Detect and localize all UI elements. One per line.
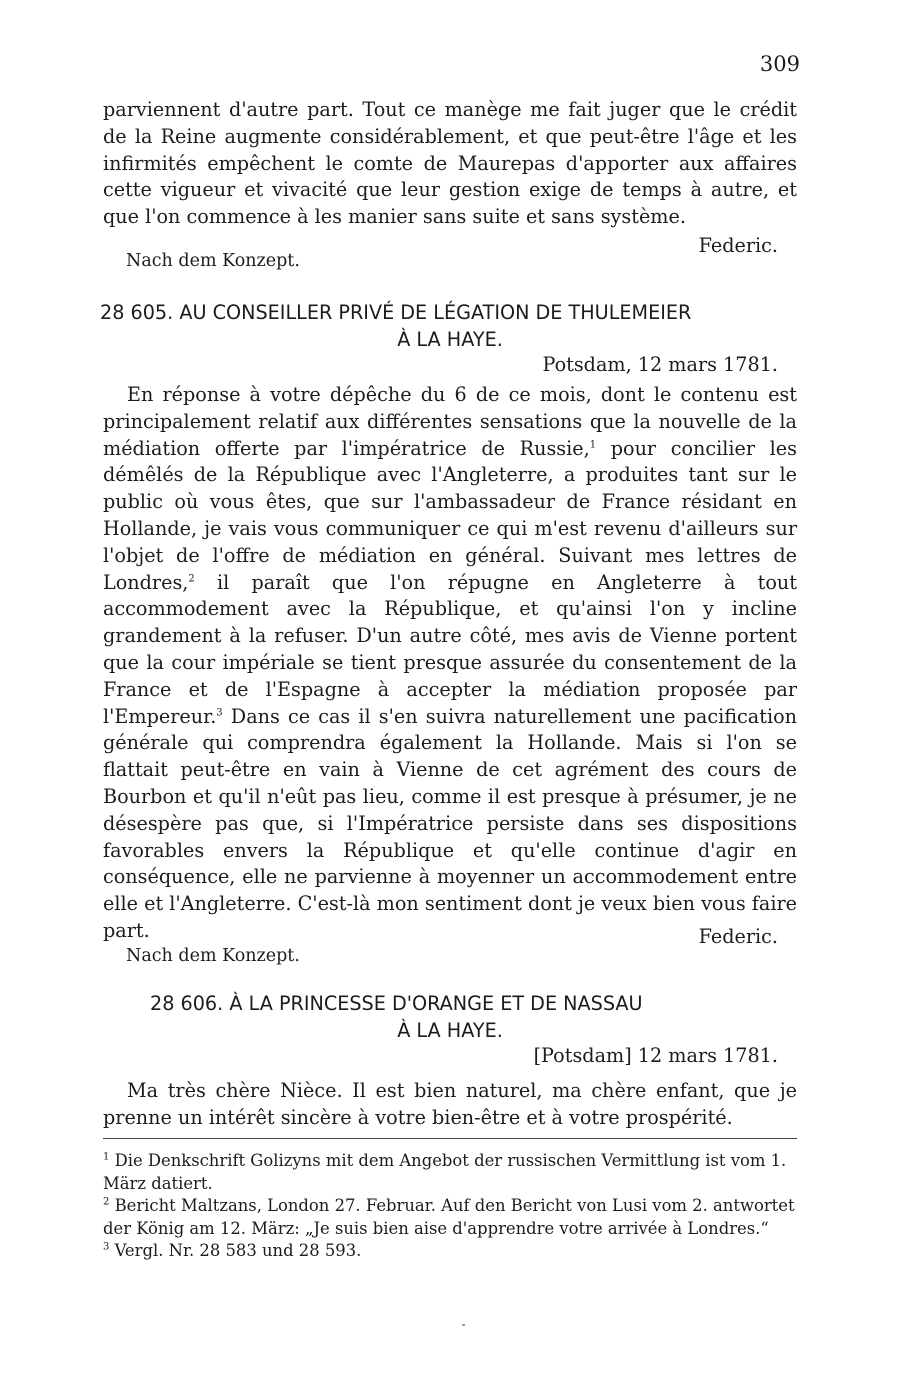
footnote-1 [103,1150,797,1195]
footnote-text: Bericht Maltzans, London 27. Februar. Auf den Bericht von Lusi vom 2. antwortet der König am 12. März: „Je suis bien aise d'apprendre votre arrivée à Londres.“ [103,1196,795,1238]
letter-heading-28605 [100,299,800,353]
letter-number: 28 606. [150,992,224,1015]
page-number: 309 [759,52,800,76]
letter-body-text [103,382,797,945]
letter-body-28606 [103,1078,797,1132]
letter-addressee: À LA PRINCESSE D'ORANGE ET DE NASSAU [229,992,643,1015]
footnote-mark: 3 [103,1241,110,1253]
footnote-ref-3[interactable]: 3 [216,707,223,719]
footnote-ref-2[interactable]: 2 [188,573,195,585]
footnote-3 [103,1240,797,1263]
page-speck [462,1324,465,1326]
letter-heading-28606 [150,990,750,1044]
letter-date: Potsdam, 12 mars 1781. [542,353,778,376]
footnotes [103,1150,797,1263]
footnote-ref-1[interactable]: 1 [589,439,597,451]
letter-body-28605 [103,382,797,945]
signature-1: Federic. [698,234,778,257]
body-part-a: En réponse à votre dépêche du 6 de ce mois, dont le contenu est principalement relatif aux différentes sensations que la nouvelle de la médiation offerte par l'impératrice de Russie, [103,383,797,460]
letter-addressee: AU CONSEILLER PRIVÉ DE LÉGATION DE THULEMEIER [179,301,692,324]
source-note-1: Nach dem Konzept. [126,251,300,271]
top-paragraph-text: parviennent d'autre part. Tout ce manège me fait juger que le crédit de la Reine augmente considérablement, et que peut-être l'âge et les infirmités empêchent le comte de Maurepas d'apporter aux affaires cette vigueur et vivacité que leur gestion exige de temps à autre, et que l'on commence à les manier sans suite et sans système. [103,98,797,229]
footnote-mark: 1 [103,1151,110,1163]
source-note-2: Nach dem Konzept. [126,946,300,966]
footnote-text: Vergl. Nr. 28 583 und 28 593. [114,1241,362,1260]
letter-heading-line1 [150,990,750,1017]
body-part-b: pour concilier les démêlés de la République avec l'Angleterre, a produites tant sur le public où vous êtes, que sur l'ambassadeur de France résidant en Hollande, je vais vous communiquer ce qui m'est revenu d'ailleurs sur l'objet de l'offre de médiation en général. Suivant mes lettres de Londres, [103,436,798,594]
body-part-c: il paraît que l'on répugne en Angleterre à tout accommodement avec la République, et qu'ainsi l'on y incline grandement à la refuser. D'un autre côté, mes avis de Vienne portent que la cour impériale se tient presque assurée du consentement de la France et de l'Espagne à accepter la médiation proposée par l'Empereur. [103,570,797,728]
footnote-text: Die Denkschrift Golizyns mit dem Angebot der russischen Vermittlung ist vom 1. März datiert. [103,1151,787,1193]
letter-heading-line2: À LA HAYE. [397,1019,503,1042]
footnote-mark: 2 [103,1196,110,1208]
body-part-d: Dans ce cas il s'en suivra naturellement une pacification générale qui comprendra également la Hollande. Mais si l'on se flattait peut-être en vain à Vienne de cet agrément des cours de Bourbon et qu'il n'eût pas lieu, comme il est presque à présumer, je ne désespère pas que, si l'Impératrice persiste dans ses dispositions favorables envers la République et qu'elle continue d'agir en conséquence, elle ne parvienne à moyenner un accommodement entre elle et l'Angleterre. C'est-là mon sentiment dont je veux bien vous faire part. [103,704,797,942]
letter-number: 28 605. [100,301,174,324]
letter-heading-line1 [100,299,800,326]
footnote-divider [103,1138,797,1139]
letter-heading-line2: À LA HAYE. [397,328,503,351]
top-paragraph [103,97,797,231]
letter-date: [Potsdam] 12 mars 1781. [533,1044,778,1067]
letter-body-text: Ma très chère Nièce. Il est bien naturel, ma chère enfant, que je prenne un intérêt sincère à votre bien-être et à votre prospérité. [103,1079,797,1129]
signature-2: Federic. [698,925,778,948]
footnote-2 [103,1195,797,1240]
